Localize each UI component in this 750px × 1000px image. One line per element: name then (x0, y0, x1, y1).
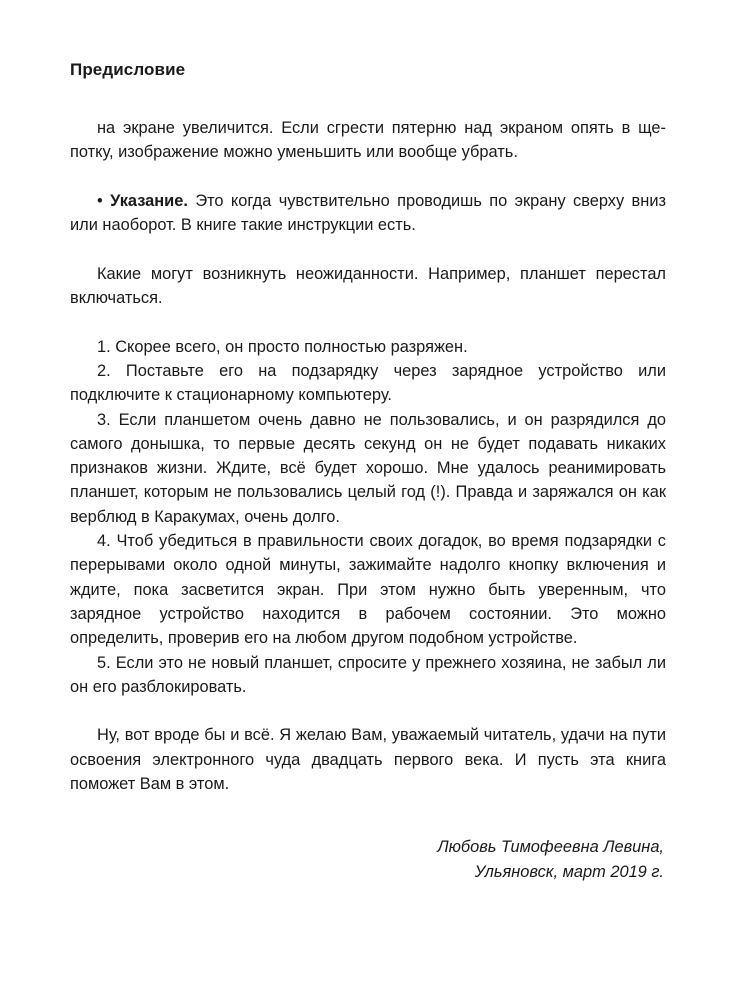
page-body (70, 116, 666, 796)
hint-label: Указание. (110, 191, 188, 210)
page-header: Предисловие (70, 60, 186, 79)
paragraph-surprises: Какие могут возникнуть неожиданности. Например, планшет перестал включаться. (70, 264, 666, 308)
signature-name: Любовь Тимофеевна Левина, (437, 838, 664, 856)
paragraph-closing: Ну, вот вроде бы и всё. Я желаю Вам, уважаемый читатель, удачи на пути освоения электронного чуда двадцать первого века. И пусть эта книга поможет Вам в этом. (70, 726, 666, 794)
paragraph-gap (70, 165, 666, 189)
hint-text: Это когда чувствительно проводишь по экрану сверху вниз или наоборот. В книге такие инструкции есть. (70, 191, 666, 235)
signature-place-date: Ульяновск, март 2019 г. (474, 863, 664, 881)
paragraph-hint (70, 189, 666, 238)
list-item-2: 2. Поставьте его на подзарядку через зарядное устройство или подключите к стационарному компьютеру. (70, 361, 666, 405)
list-item-4: 4. Чтоб убедиться в правильности своих догадок, во время подзарядки с перерывами около одной минуты, зажимайте надолго кнопку включения и ждите, пока засветится экран. При этом нужно быть уверенным, что зарядное устройство находится в рабочем состоянии. Это можно определить, проверив его на любом другом подобном устройстве. (70, 532, 666, 648)
paragraph-gap (70, 237, 666, 261)
signature (437, 835, 664, 885)
bullet-icon: • (97, 191, 103, 210)
list-item-1: 1. Скорее всего, он просто полностью разряжен. (97, 337, 468, 356)
paragraph-gap (70, 699, 666, 723)
paragraph-continuation: на экране увеличится. Если сгрести пятерню над экраном опять в щепотку, изображение можно уменьшить или вообще убрать. (70, 119, 666, 162)
list-item-5: 5. Если это не новый планшет, спросите у прежнего хозяина, не забыл ли он его разблокировать. (70, 653, 666, 696)
list-item-3: 3. Если планшетом очень давно не пользовались, и он разрядился до самого донышка, то первые десять секунд он не будет подавать никаких признаков жизни. Ждите, всё будет хорошо. Мне удалось реанимировать планшет, которым не пользовались целый год (!). Правда и заряжался он как верблюд в Каракумах, очень долго. (70, 410, 666, 526)
paragraph-gap (70, 310, 666, 334)
